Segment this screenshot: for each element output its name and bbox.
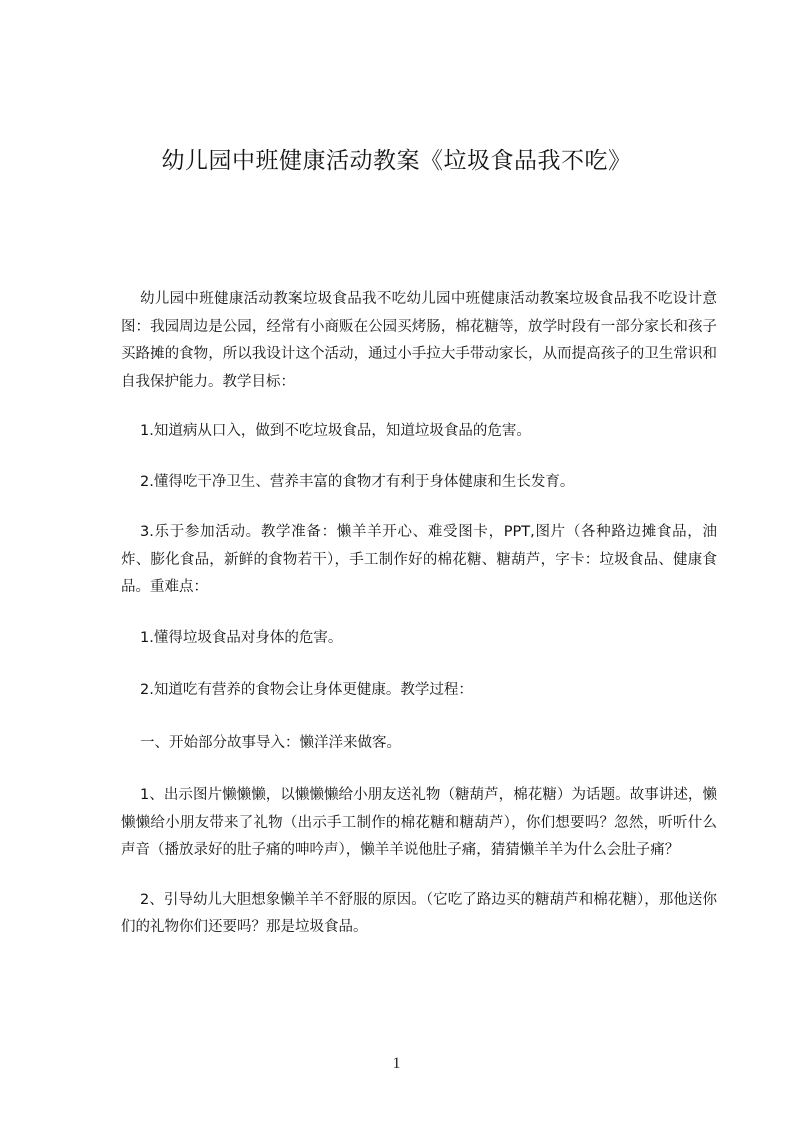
paragraph-goal-2: 2.懂得吃干净卫生、营养丰富的食物才有利于身体健康和生长发育。 xyxy=(140,473,575,490)
paragraph-key-1: 1.懂得垃圾食品对身体的危害。 xyxy=(140,629,343,646)
paragraph-step-1: 1、出示图片懒懒懒，以懒懒懒给小朋友送礼物（糖葫芦，棉花糖）为话题。故事讲述，懒懒懒给小朋友带来了礼物（出示手工制作的棉花糖和糖葫芦），你们想要吗？忽然，听听什么声音（播放录好的肚子痛的呻吟声），懒羊羊说他肚子痛，猜猜懒羊羊为什么会肚子痛？ xyxy=(121,787,717,858)
paragraph-step-2: 2、引导幼儿大胆想象懒羊羊不舒服的原因。（它吃了路边买的糖葫芦和棉花糖），那他送你们的礼物你们还要吗？那是垃圾食品。 xyxy=(121,891,717,935)
paragraph-section-1: 一、开始部分故事导入：懒洋洋来做客。 xyxy=(140,734,401,751)
paragraph-intro: 幼儿园中班健康活动教案垃圾食品我不吃幼儿园中班健康活动教案垃圾食品我不吃设计意图：我园周边是公园，经常有小商贩在公园买烤肠，棉花糖等，放学时段有一部分家长和孩子买路摊的食物，所以我设计这个活动，通过小手拉大手带动家长，从而提高孩子的卫生常识和自我保护能力。教学目标： xyxy=(121,291,717,390)
paragraph-goal-3: 3.乐于参加活动。教学准备：懒羊羊开心、难受图卡，PPT,图片（各种路边摊食品，油炸、膨化食品，新鲜的食物若干），手工制作好的棉花糖、糖葫芦，字卡：垃圾食品、健康食品。重难点： xyxy=(121,524,717,595)
document-title: 幼儿园中班健康活动教案《垃圾食品我不吃》 xyxy=(161,148,632,174)
paragraph-key-2: 2.知道吃有营养的食物会让身体更健康。教学过程： xyxy=(140,682,473,698)
paragraph-goal-1: 1.知道病从口入，做到不吃垃圾食品，知道垃圾食品的危害。 xyxy=(140,423,531,439)
page-number: 1 xyxy=(392,1055,401,1072)
document-body xyxy=(121,286,717,942)
